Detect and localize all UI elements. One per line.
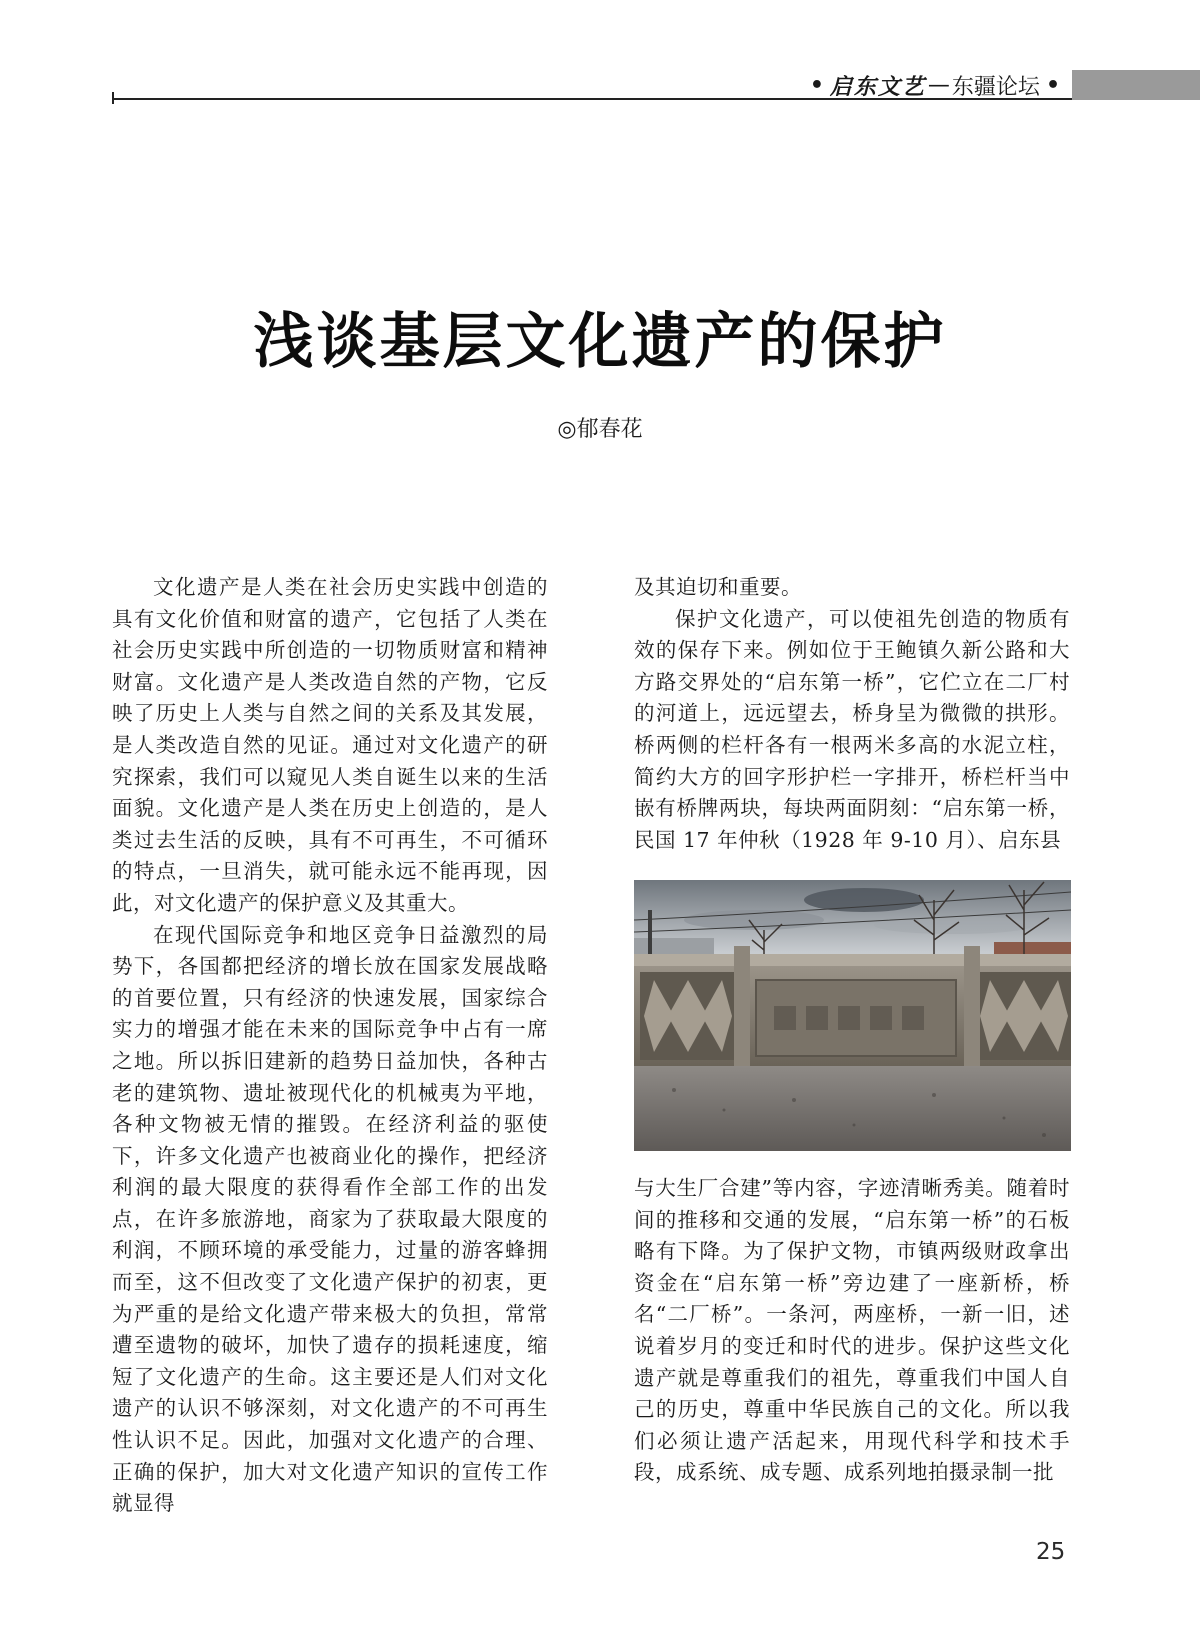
bridge-photo [634, 880, 1071, 1151]
paragraph: 在现代国际竞争和地区竞争日益激烈的局势下，各国都把经济的增长放在国家发展战略的首要位置，只有经济的快速发展，国家综合实力的增强才能在未来的国际竞争中占有一席之地。所以拆旧建新的趋势日益加快，各种古老的建筑物、遗址被现代化的机械夷为平地，各种文物被无情的摧毁。在经济利益的驱使下，许多文化遗产也被商业化的操作，把经济利润的最大限度的获得看作全部工作的出发点，在许多旅游地，商家为了获取最大限度的利润，不顾环境的承受能力，过量的游客蜂拥而至，这不但改变了文化遗产保护的初衷，更为严重的是给文化遗产带来极大的负担，常常遭至遗物的破坏，加快了遗存的损耗速度，缩短了文化遗产的生命。这主要还是人们对文化遗产的认识不够深刻，对文化遗产的不可再生性认识不足。因此，加强对文化遗产的合理、正确的保护，加大对文化遗产知识的宣传工作就显得 [112, 922, 548, 1516]
header-tab [1072, 70, 1200, 100]
page-number: 25 [1036, 1539, 1066, 1565]
paragraph-continuation: 及其迫切和重要。 [634, 575, 802, 599]
article-byline: ◎郁春花 [557, 417, 643, 442]
running-head-dash: — [927, 72, 950, 98]
right-column-top [634, 572, 1070, 856]
article-title: 浅谈基层文化遗产的保护 [253, 307, 947, 377]
running-head-dot-left: • [809, 72, 824, 98]
paragraph: 保护文化遗产，可以使祖先创造的物质有效的保存下来。例如位于王鲍镇久新公路和大方路交界处的“启东第一桥”，它伫立在二厂村的河道上，远远望去，桥身呈为微微的拱形。桥两侧的栏杆各有一根两米多高的水泥立柱，简约大方的回字形护栏一字排开，桥栏杆当中嵌有桥牌两块，每块两面阴刻：“启东第一桥，民国 17 年仲秋（1928 年 9-10 月）、启东县 [634, 606, 1070, 852]
right-column-bottom [634, 1173, 1070, 1489]
section-name: 东疆论坛 [951, 74, 1040, 100]
left-column [112, 572, 548, 1520]
bridge-photo-illustration [634, 880, 1071, 1151]
paragraph: 文化遗产是人类在社会历史实践中创造的具有文化价值和财富的遗产，它包括了人类在社会历史实践中所创造的一切物质财富和精神财富。文化遗产是人类改造自然的产物，它反映了历史上人类与自然之间的关系及其发展，是人类改造自然的见证。通过对文化遗产的研究探索，我们可以窥见人类自诞生以来的生活面貌。文化遗产是人类在历史上创造的，是人类过去生活的反映，具有不可再生，不可循环的特点，一旦消失，就可能永远不能再现，因此，对文化遗产的保护意义及其重大。 [112, 575, 548, 915]
running-head-dot-right: • [1045, 72, 1060, 98]
magazine-name: 启东文艺 [829, 73, 926, 100]
paragraph-continuation: 与大生厂合建”等内容，字迹清晰秀美。随着时间的推移和交通的发展，“启东第一桥”的石板略有下降。为了保护文物，市镇两级财政拿出资金在“启东第一桥”旁边建了一座新桥，桥名“二厂桥”。一条河，两座桥，一新一旧，述说着岁月的变迁和时代的进步。保护这些文化遗产就是尊重我们的祖先，尊重我们中国人自己的历史，尊重中华民族自己的文化。所以我们必须让遗产活起来，用现代科学和技术手段，成系统、成专题、成系列地拍摄录制一批 [634, 1176, 1070, 1485]
running-head [804, 70, 1066, 100]
